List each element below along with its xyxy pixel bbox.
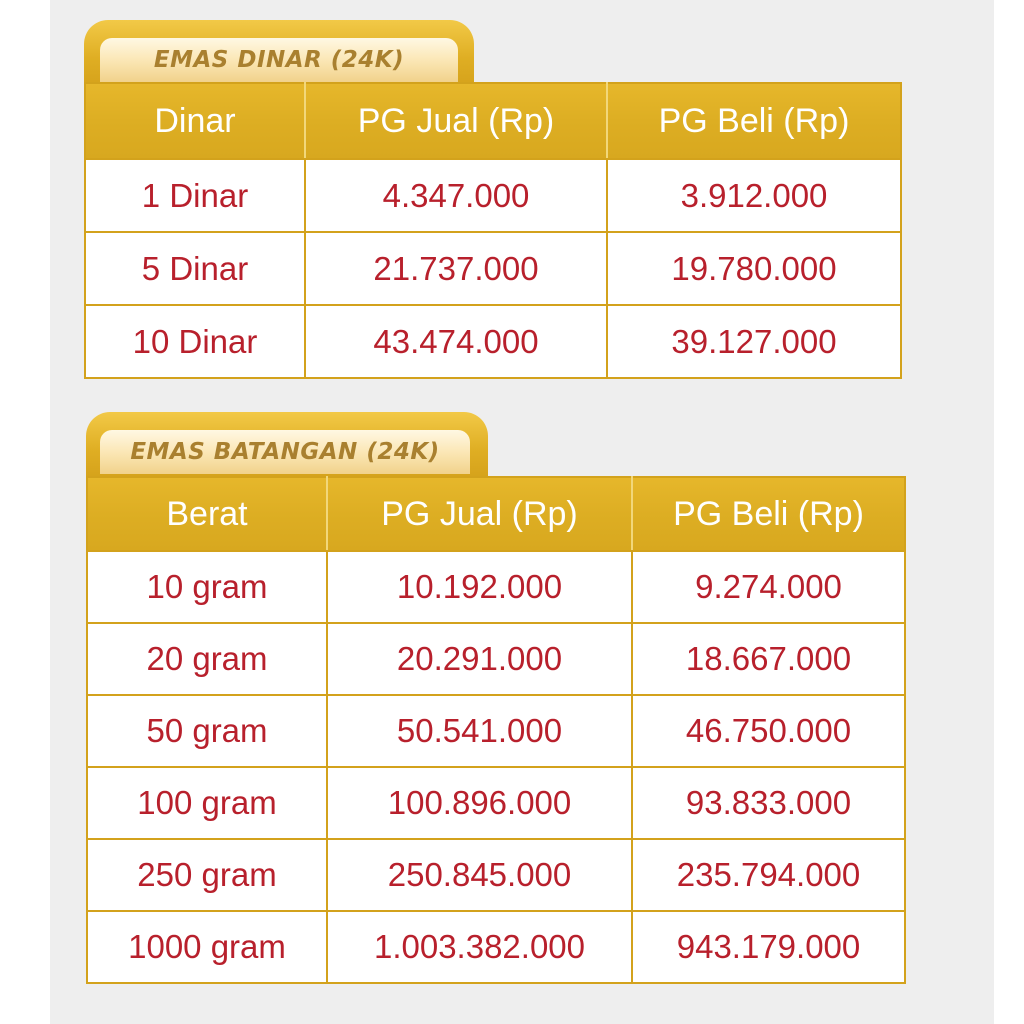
beli-price-cell: 93.833.000: [632, 767, 905, 839]
beli-price-cell: 19.780.000: [607, 232, 901, 305]
weight-cell: 250 gram: [87, 839, 327, 911]
beli-price-cell: 9.274.000: [632, 551, 905, 623]
table-row: [87, 695, 905, 767]
table-row: [85, 305, 901, 378]
table-row: [87, 839, 905, 911]
jual-price-cell: 43.474.000: [305, 305, 607, 378]
column-header-pg-beli: PG Beli (Rp): [632, 477, 905, 551]
weight-cell: 10 gram: [87, 551, 327, 623]
column-header-pg-jual: PG Jual (Rp): [305, 83, 607, 159]
table-row: [85, 232, 901, 305]
weight-cell: 20 gram: [87, 623, 327, 695]
weight-cell: 100 gram: [87, 767, 327, 839]
dinar-unit-cell: 1 Dinar: [85, 159, 305, 232]
jual-price-cell: 50.541.000: [327, 695, 632, 767]
column-header-dinar: Dinar: [85, 83, 305, 159]
jual-price-cell: 21.737.000: [305, 232, 607, 305]
jual-price-cell: 10.192.000: [327, 551, 632, 623]
dinar-section-title: EMAS DINAR (24K): [153, 47, 405, 73]
table-header-row: [85, 83, 901, 159]
column-header-berat: Berat: [87, 477, 327, 551]
jual-price-cell: 250.845.000: [327, 839, 632, 911]
dinar-section-tab: [84, 20, 474, 84]
dinar-price-table: [84, 82, 902, 379]
batangan-section-tab: [86, 412, 488, 476]
jual-price-cell: 1.003.382.000: [327, 911, 632, 983]
jual-price-cell: 4.347.000: [305, 159, 607, 232]
jual-price-cell: 100.896.000: [327, 767, 632, 839]
beli-price-cell: 235.794.000: [632, 839, 905, 911]
jual-price-cell: 20.291.000: [327, 623, 632, 695]
table-row: [87, 911, 905, 983]
beli-price-cell: 18.667.000: [632, 623, 905, 695]
batangan-section-tab-label: [100, 430, 470, 474]
beli-price-cell: 39.127.000: [607, 305, 901, 378]
table-header-row: [87, 477, 905, 551]
batangan-price-table: [86, 476, 906, 984]
dinar-unit-cell: 5 Dinar: [85, 232, 305, 305]
table-row: [87, 767, 905, 839]
weight-cell: 1000 gram: [87, 911, 327, 983]
column-header-pg-beli: PG Beli (Rp): [607, 83, 901, 159]
beli-price-cell: 3.912.000: [607, 159, 901, 232]
column-header-pg-jual: PG Jual (Rp): [327, 477, 632, 551]
table-row: [87, 623, 905, 695]
beli-price-cell: 943.179.000: [632, 911, 905, 983]
weight-cell: 50 gram: [87, 695, 327, 767]
dinar-unit-cell: 10 Dinar: [85, 305, 305, 378]
table-row: [87, 551, 905, 623]
table-row: [85, 159, 901, 232]
dinar-section-tab-label: [100, 38, 458, 82]
batangan-section-title: EMAS BATANGAN (24K): [130, 439, 440, 465]
beli-price-cell: 46.750.000: [632, 695, 905, 767]
